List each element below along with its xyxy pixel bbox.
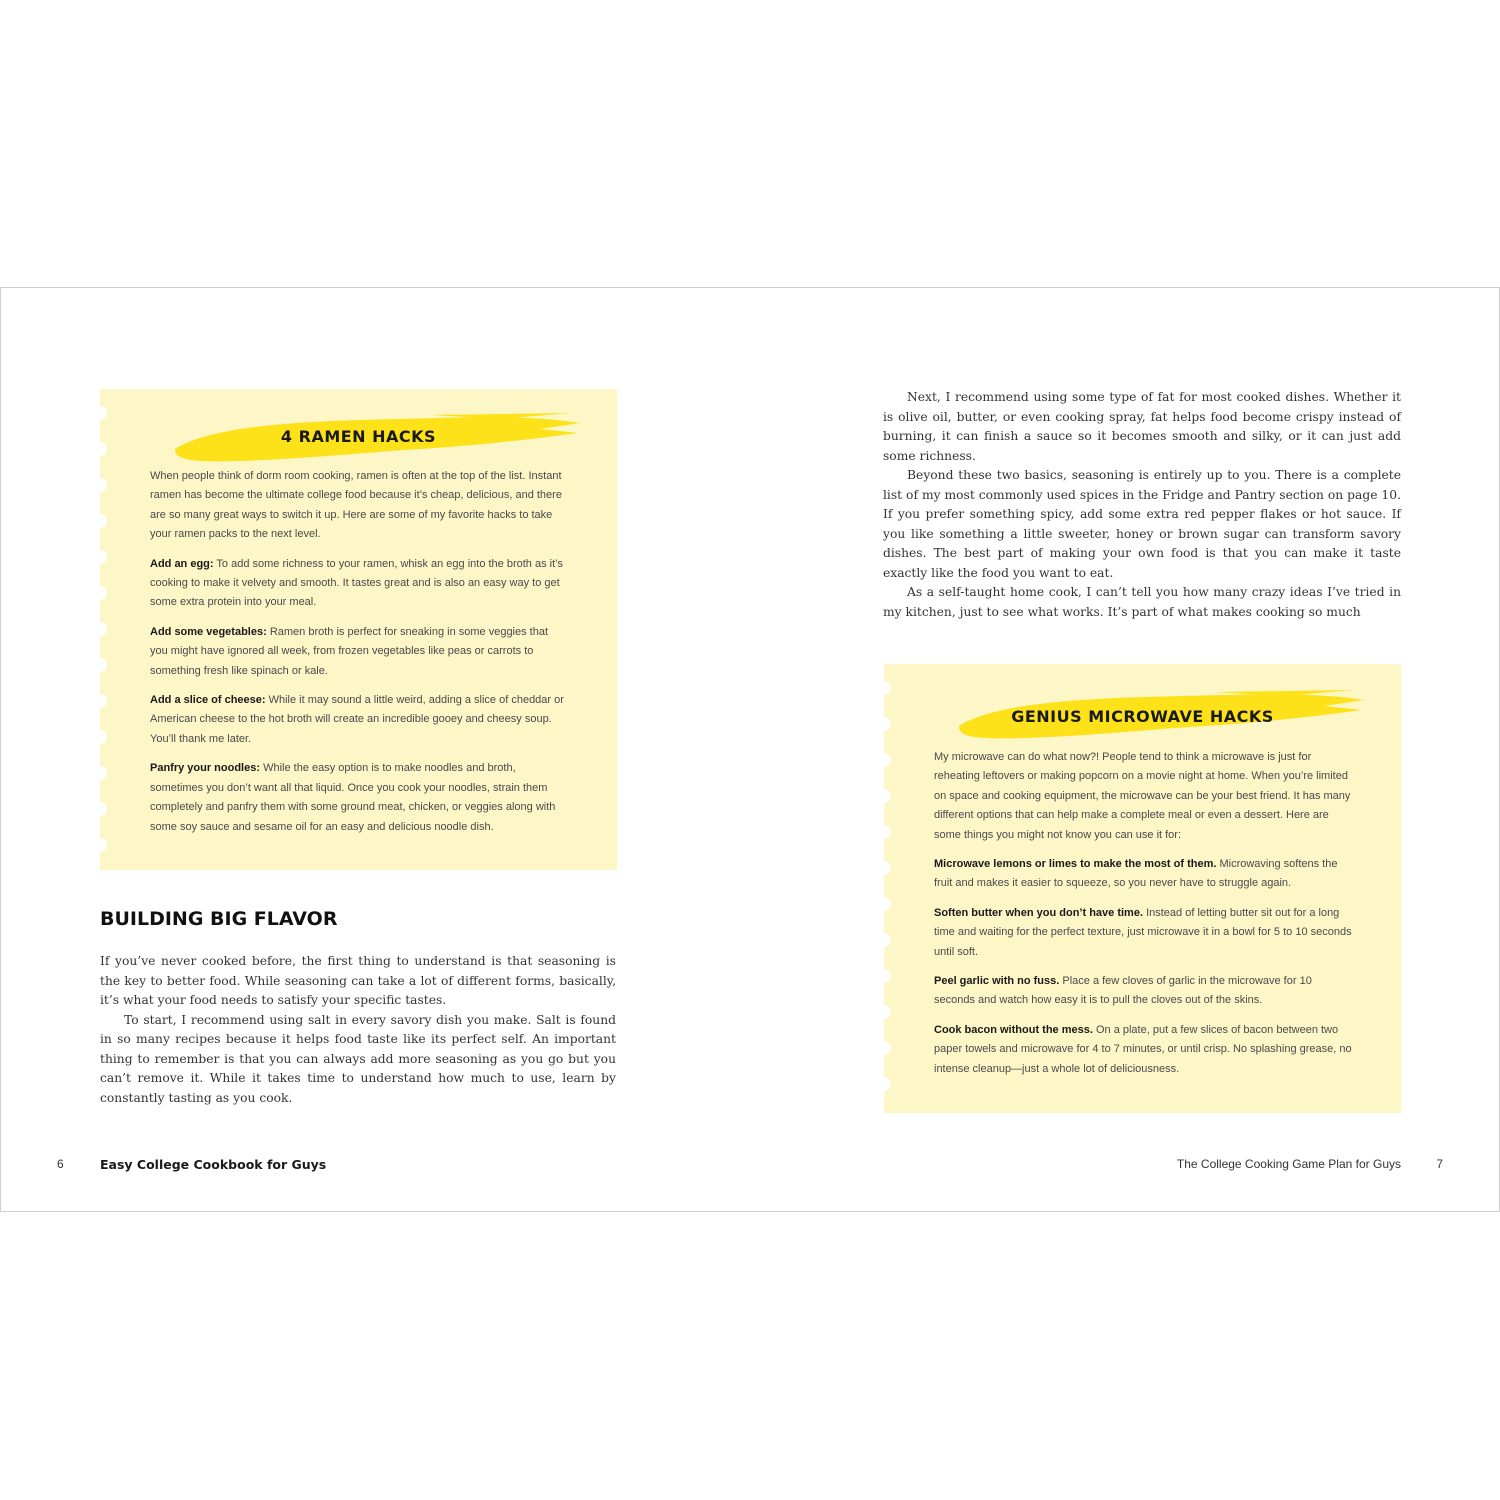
- ramen-hacks-sidebar: [100, 389, 617, 870]
- sidebar-title: GENIUS MICROWAVE HACKS: [1011, 707, 1274, 726]
- notebook-holes: [877, 664, 893, 1113]
- list-item: [934, 904, 1352, 962]
- list-item: [934, 972, 1352, 1011]
- right-running-title: The College Cooking Game Plan for Guys: [1176, 1157, 1401, 1171]
- right-body-text: [883, 388, 1401, 622]
- list-item: [150, 759, 568, 837]
- item-text: While the easy option is to make noodles and broth, sometimes you don’t want all that liquid. Once you cook your noodles, strain them completely and panfry them with some ground meat, chicken, or veggies along with some soy sauce and sesame oil for an easy and delicious noodle dish.: [150, 762, 556, 833]
- item-label: Add some vegetables:: [150, 625, 267, 638]
- item-text: While it may sound a little weird, adding a slice of cheddar or American cheese to the hot broth will create an incredible gooey and cheesy soup. You’ll thank me later.: [150, 694, 564, 745]
- sidebar-intro: My microwave can do what now?! People tend to think a microwave is just for reheating leftovers or making popcorn on a movie night at home. When you’re limited on space and cooking equipment, the microwave can be your best friend. It has many different options that can help make a complete meal or even a dessert. Here are some things you might not know you can use it for:: [934, 751, 1351, 841]
- paragraph: As a self-taught home cook, I can’t tell you how many crazy ideas I’ve tried in my kitchen, just to see what works. It’s part of what makes cooking so much: [883, 585, 1401, 619]
- paragraph: Beyond these two basics, seasoning is entirely up to you. There is a complete list of my most commonly used spices in the Fridge and Pantry section on page 10. If you prefer something spicy, add some extra red pepper flakes or hot sauce. If you like something a little sweeter, honey or brown sugar can transform savory dishes. The best part of making your own food is that you can make it taste exactly like the food you want to eat.: [883, 468, 1401, 580]
- paragraph: To start, I recommend using salt in every savory dish you make. Salt is found in so many recipes because it helps food taste like its perfect self. An important thing to remember is that you can always add more seasoning as you go but you can’t remove it. While it takes time to understand how much to use, learn by constantly tasting as you cook.: [100, 1012, 616, 1105]
- list-item: [934, 1021, 1352, 1079]
- list-item: [150, 555, 568, 613]
- left-folio-number: 6: [57, 1157, 64, 1171]
- paragraph: If you’ve never cooked before, the first thing to understand is that seasoning is the key to better food. While seasoning can take a lot of different forms, basically, it’s what your food needs to satisfy your specific tastes.: [100, 954, 616, 1007]
- item-label: Add an egg:: [150, 557, 214, 570]
- item-text: Microwaving softens the fruit and makes it easier to squeeze, so you never have to struggle again.: [934, 858, 1338, 890]
- right-folio-number: 7: [1436, 1157, 1443, 1171]
- sidebar-title: 4 RAMEN HACKS: [280, 427, 437, 446]
- left-running-title: Easy College Cookbook for Guys: [100, 1157, 327, 1172]
- sidebar-body: [934, 748, 1352, 1089]
- item-label: Add a slice of cheese:: [150, 694, 266, 707]
- list-item: [150, 623, 568, 681]
- notebook-holes: [93, 389, 109, 870]
- item-label: Cook bacon without the mess.: [934, 1023, 1093, 1036]
- book-spread: [0, 287, 1500, 1212]
- paragraph: Next, I recommend using some type of fat for most cooked dishes. Whether it is olive oil, butter, or even cooking spray, fat helps food become crispy instead of burning, it can finish a sauce so it becomes smooth and silky, or it can just add some richness.: [883, 390, 1401, 463]
- item-label: Peel garlic with no fuss.: [934, 975, 1060, 988]
- microwave-hacks-sidebar: [884, 664, 1401, 1113]
- sidebar-body: [150, 467, 568, 847]
- item-text: To add some richness to your ramen, whisk an egg into the broth as it’s cooking to make it velvety and smooth. It tastes great and is also an easy way to get some extra protein into your meal.: [150, 557, 563, 609]
- sidebar-intro: When people think of dorm room cooking, ramen is often at the top of the list. Instant ramen has become the ultimate college food because it’s cheap, delicious, and there are so many great ways to switch it up. Here are some of my favorite hacks to take your ramen packs to the next level.: [150, 470, 562, 541]
- item-text: Instead of letting butter sit out for a long time and waiting for the perfect texture, just microwave it in a bowl for 5 to 10 seconds until soft.: [934, 906, 1352, 958]
- section-heading: BUILDING BIG FLAVOR: [100, 908, 338, 930]
- left-body-text: [100, 952, 616, 1108]
- item-text: On a plate, put a few slices of bacon between two paper towels and microwave for 4 to 7 minutes, or until crisp. No splashing grease, no intense cleanup—just a whole lot of deliciousness.: [934, 1023, 1352, 1075]
- item-text: Place a few cloves of garlic in the microwave for 10 seconds and watch how easy it is to pull the cloves out of the skins.: [934, 975, 1312, 1007]
- item-label: Panfry your noodles:: [150, 762, 261, 775]
- item-label: Soften butter when you don’t have time.: [934, 906, 1144, 919]
- list-item: [934, 855, 1352, 894]
- list-item: [150, 691, 568, 749]
- item-label: Microwave lemons or limes to make the most of them.: [934, 858, 1217, 871]
- item-text: Ramen broth is perfect for sneaking in some veggies that you might have ignored all week, from frozen vegetables like peas or carrots to something fresh like spinach or kale.: [150, 625, 549, 677]
